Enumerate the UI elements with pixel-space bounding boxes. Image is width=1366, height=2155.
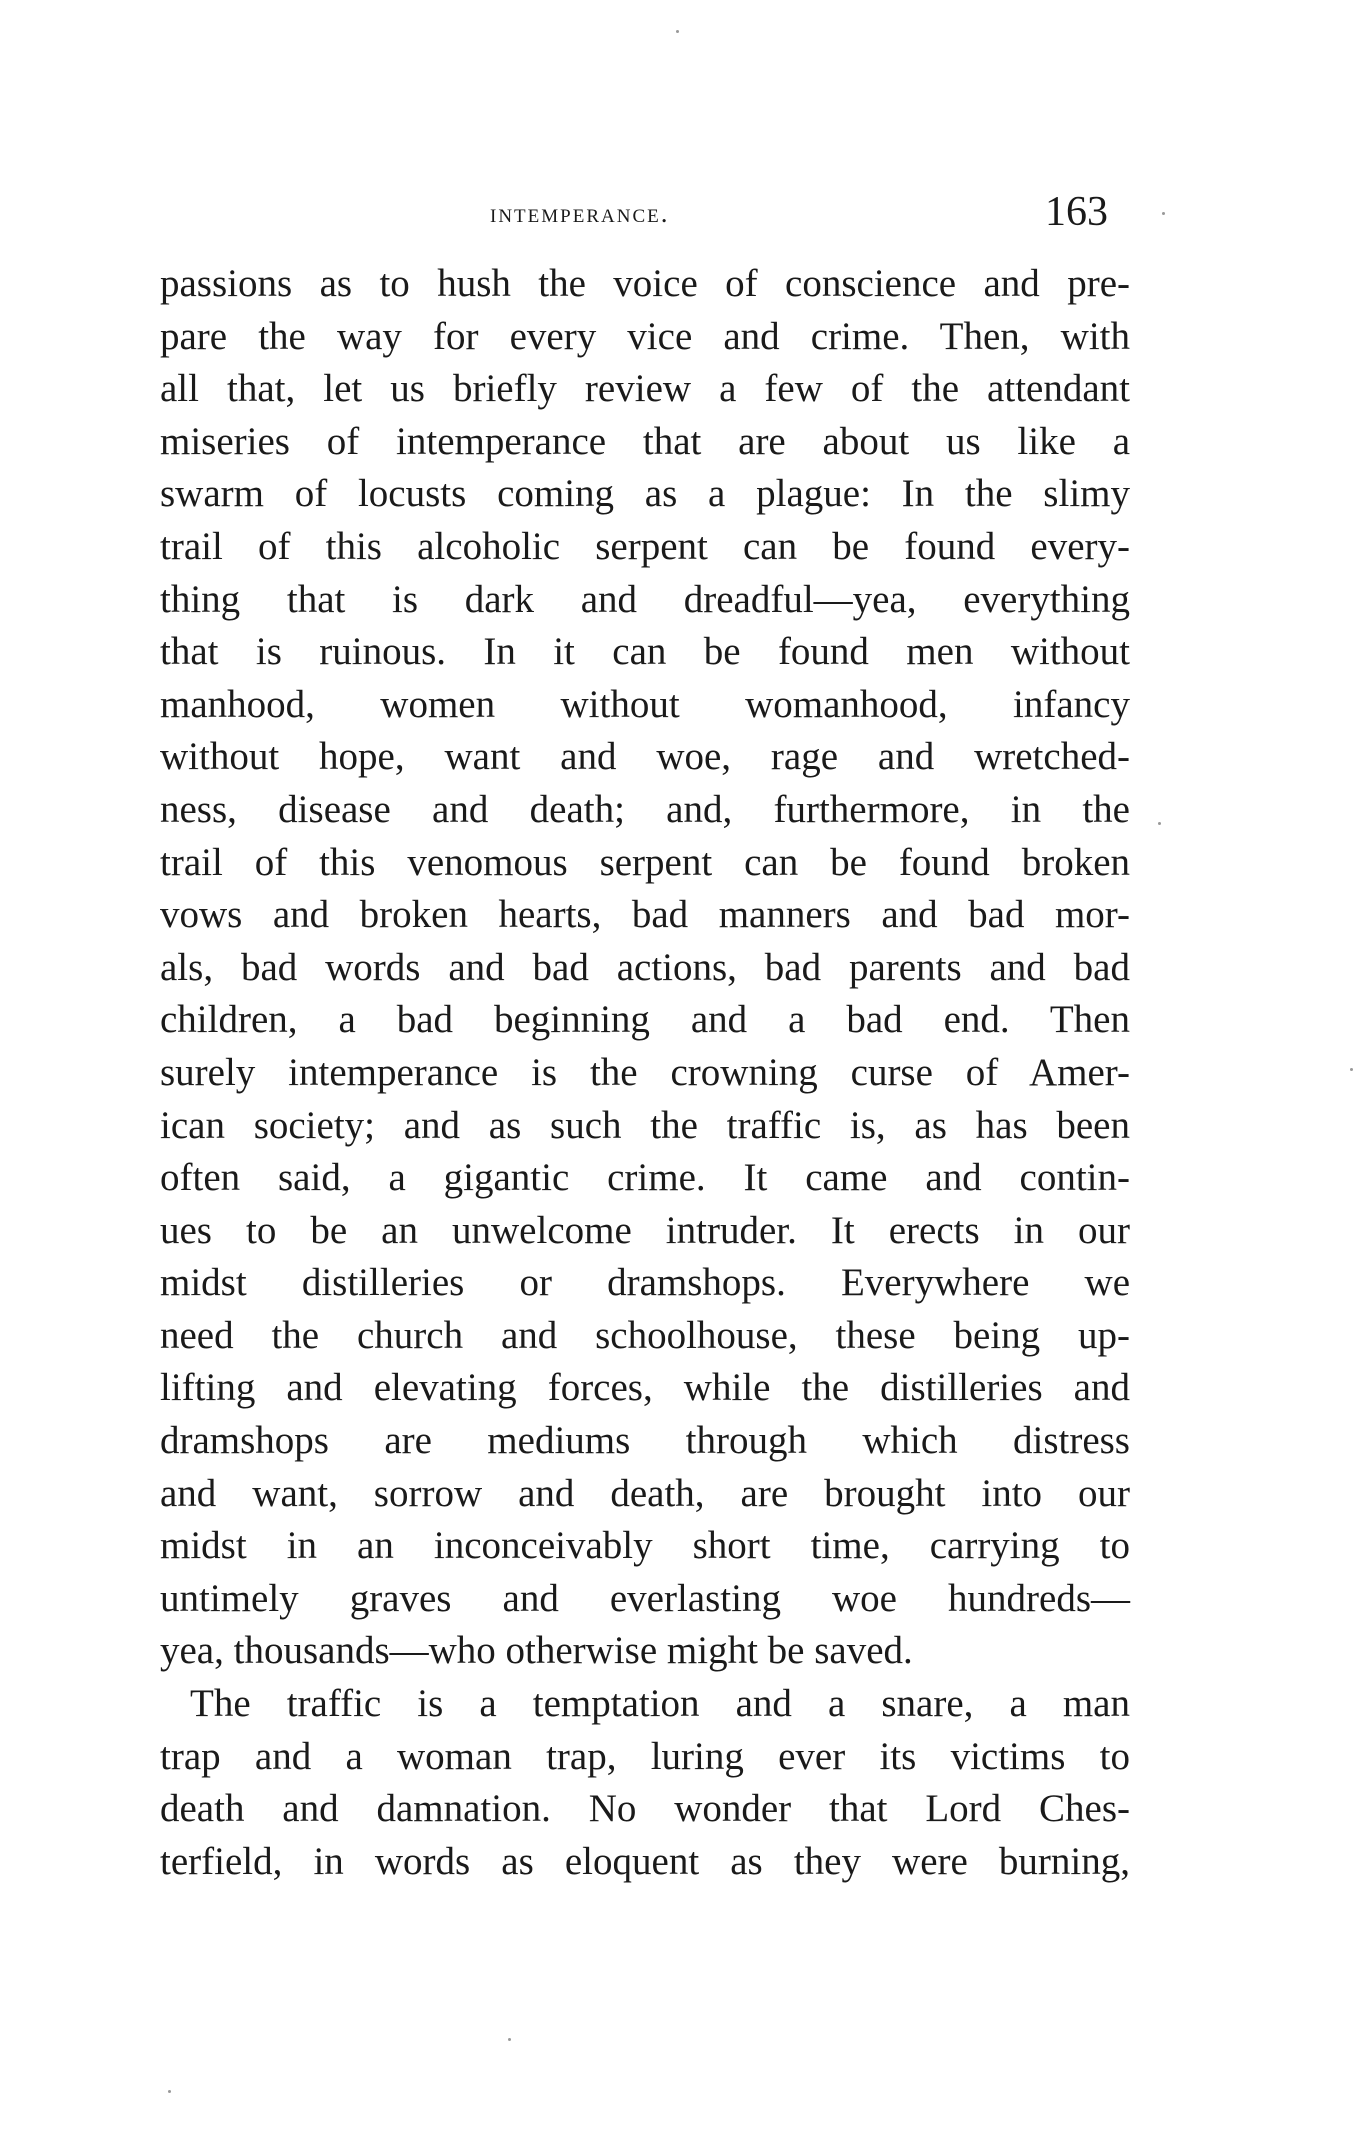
body-text [160,258,1130,1888]
page-number: 163 [1045,189,1108,235]
text-line: vows and broken hearts, bad manners and bad mor- [160,893,1130,937]
paper-speck [676,30,679,33]
text-line: thing that is dark and dreadful—yea, everything [160,577,1130,621]
text-line: children, a bad beginning and a bad end. Then [160,998,1130,1042]
paper-speck [168,2090,171,2093]
text-line: lifting and elevating forces, while the distilleries and [160,1366,1130,1410]
running-head [160,188,1130,238]
paper-speck [508,2038,511,2041]
text-line: need the church and schoolhouse, these being up- [160,1313,1130,1357]
text-line: and want, sorrow and death, are brought into our [160,1471,1130,1515]
text-line: swarm of locusts coming as a plague: In the slimy [160,472,1130,516]
text-line: trail of this alcoholic serpent can be found every- [160,524,1130,568]
paper-speck [1158,822,1161,825]
text-line: trap and a woman trap, luring ever its victims to [160,1734,1130,1778]
text-line: manhood, women without womanhood, infancy [160,682,1130,726]
text-line: trail of this venomous serpent can be found broken [160,840,1130,884]
text-line: midst distilleries or dramshops. Everywhere we [160,1261,1130,1305]
running-title: intemperance. [490,198,670,228]
paper-speck [1350,1068,1353,1071]
text-line: miseries of intemperance that are about us like a [160,419,1130,463]
text-line: ness, disease and death; and, furthermore, in the [160,787,1130,831]
text-line: passions as to hush the voice of conscience and pre- [160,262,1130,305]
text-line: terfield, in words as eloquent as they were burning, [160,1839,1130,1883]
text-line: ues to be an unwelcome intruder. It erects in our [160,1208,1130,1252]
paragraph-end-line: yea, thousands—who otherwise might be saved. [160,1629,913,1673]
text-line: pare the way for every vice and crime. Then, with [160,314,1130,358]
text-line: that is ruinous. In it can be found men without [160,630,1130,674]
text-line: ican society; and as such the traffic is, as has been [160,1103,1130,1147]
text-line: surely intemperance is the crowning curse of Amer- [160,1050,1130,1094]
text-line: all that, let us briefly review a few of the attendant [160,367,1130,411]
text-line: als, bad words and bad actions, bad parents and bad [160,945,1130,989]
text-line: midst in an inconceivably short time, carrying to [160,1524,1130,1568]
text-line: without hope, want and woe, rage and wretched- [160,735,1130,779]
text-line: dramshops are mediums through which distress [160,1419,1130,1463]
paragraph-start-line: The traffic is a temptation and a snare, a man [190,1682,1130,1726]
text-line: death and damnation. No wonder that Lord Ches- [160,1787,1130,1831]
text-line: often said, a gigantic crime. It came and contin- [160,1156,1130,1200]
text-line: untimely graves and everlasting woe hundreds— [160,1576,1130,1620]
paper-speck [1162,212,1165,215]
